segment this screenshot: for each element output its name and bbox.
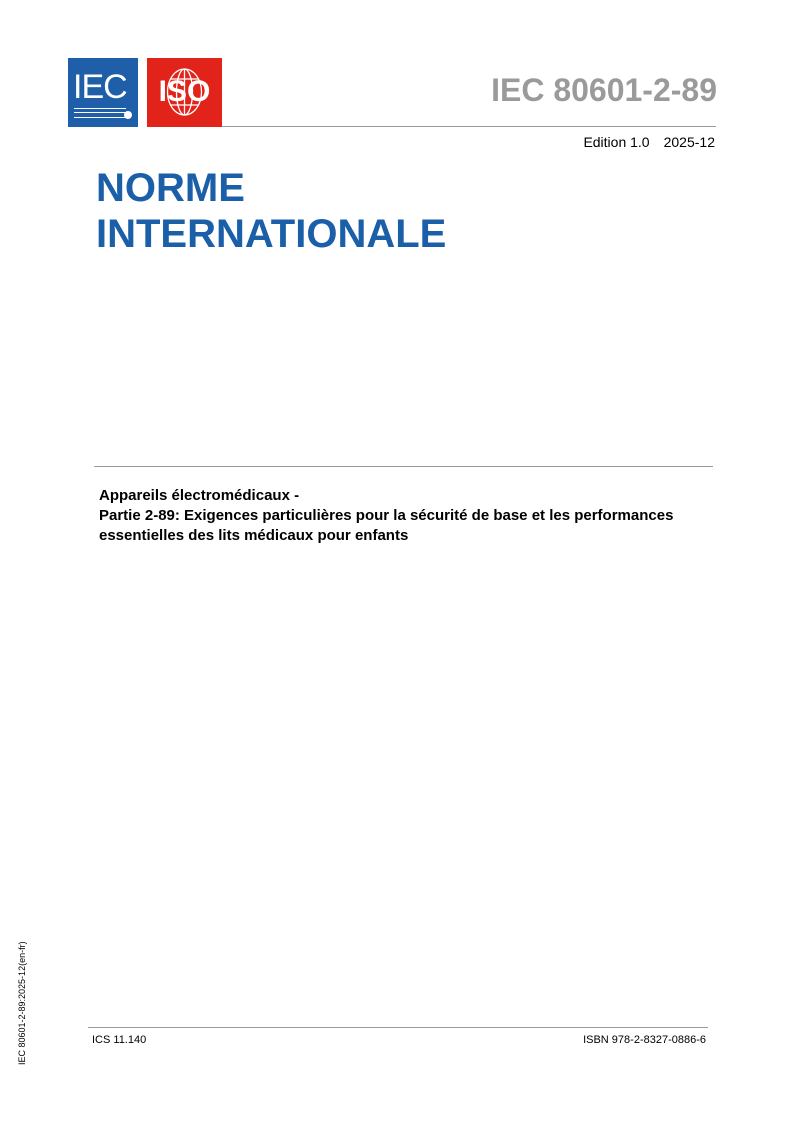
subtitle-line: Appareils électromédicaux - <box>99 487 300 504</box>
header-divider <box>222 126 716 127</box>
document-subtitle <box>99 486 673 546</box>
standard-code: IEC 80601-2-89 <box>491 72 717 108</box>
ics-code: ICS 11.140 <box>92 1034 147 1046</box>
iec-logo-text: IEC <box>73 68 127 106</box>
footer-divider <box>88 1027 708 1028</box>
edition-info <box>583 134 715 150</box>
subtitle-line: essentielles des lits médicaux pour enfants <box>99 527 409 544</box>
title-line: NORME <box>96 166 245 210</box>
iec-logo <box>68 58 138 127</box>
title-divider <box>94 466 713 467</box>
title-line: INTERNATIONALE <box>96 212 447 256</box>
edition: Edition 1.0 <box>583 134 650 150</box>
isbn: ISBN 978-2-8327-0886-6 <box>583 1034 706 1046</box>
side-reference: IEC 80601-2-89:2025-12(en-fr) <box>17 941 27 1065</box>
document-type-title <box>96 165 446 257</box>
iso-logo-text: ISO <box>158 75 211 108</box>
edition-date: 2025-12 <box>663 134 715 150</box>
iec-logo-lines <box>74 108 126 118</box>
iec-logo-dot <box>124 111 132 119</box>
iso-logo <box>147 58 222 127</box>
subtitle-line: Partie 2-89: Exigences particulières pour la sécurité de base et les performances <box>99 507 674 524</box>
